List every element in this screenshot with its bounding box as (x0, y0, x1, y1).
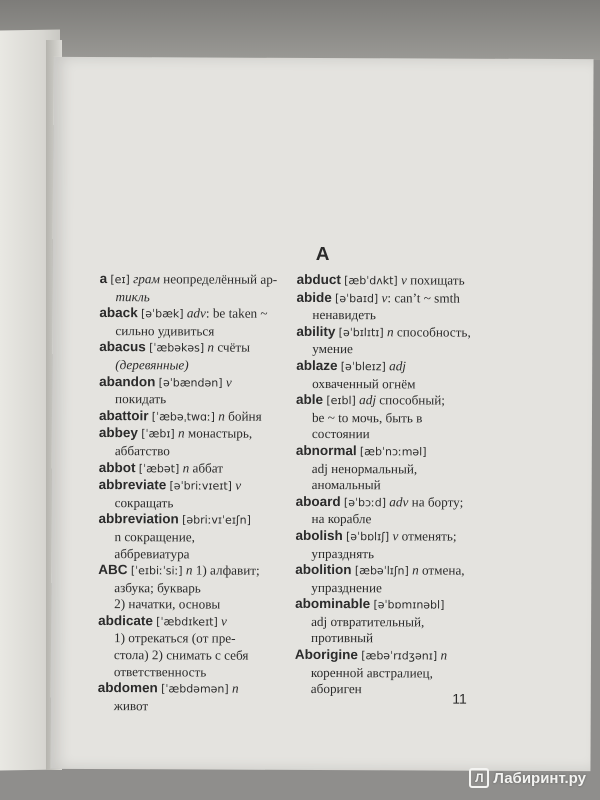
dictionary-entry (296, 443, 532, 495)
headword: abbey (98, 425, 138, 441)
part-of-speech: n (231, 680, 239, 696)
transcription: [ˈæbəkəs] (149, 341, 205, 355)
page-number: 11 (452, 690, 467, 707)
definition: be ~ to мочь, быть в (311, 409, 423, 426)
transcription: [əˈbriːvɪeɪt] (169, 479, 232, 493)
definition: сокращать (114, 494, 174, 511)
entry-line (99, 495, 321, 513)
right-column (295, 272, 533, 699)
entry-line (295, 630, 531, 648)
entry-line (98, 511, 320, 530)
entry-line (99, 289, 321, 307)
entry-line (98, 613, 320, 632)
definition: способный; (375, 392, 445, 408)
part-of-speech: adj (359, 392, 377, 408)
dictionary-entry (297, 272, 533, 291)
dictionary-entry (99, 373, 324, 409)
entry-line (295, 545, 531, 563)
headword: abnormal (295, 442, 357, 459)
entry-line (296, 341, 532, 359)
headword: ability (296, 323, 336, 339)
dictionary-entry (296, 494, 532, 529)
entry-line (296, 494, 532, 513)
entry-line (98, 630, 320, 648)
entry-line (99, 339, 321, 358)
transcription: [əbriːvɪˈeɪʃn] (182, 513, 251, 528)
headword: abide (296, 289, 332, 305)
dictionary-entry (295, 596, 531, 648)
part-of-speech: v (392, 528, 399, 544)
entry-line (296, 410, 532, 428)
entry-line (296, 392, 532, 411)
entry-line (98, 647, 320, 665)
headword: abdicate (98, 612, 153, 629)
definition: n сокращение, (114, 529, 195, 545)
definition: : can’t ~ smth (387, 289, 460, 306)
transcription: [əˈbɒlɪʃ] (345, 530, 390, 544)
entry-line (99, 305, 321, 324)
watermark-text: Лабиринт.ру (493, 769, 586, 787)
transcription: [əˈbɒmɪnəbl] (373, 598, 445, 612)
definition: : be taken ~ (205, 305, 268, 321)
entry-line (296, 375, 532, 393)
entry-line (98, 698, 320, 716)
headword: ablaze (296, 357, 338, 374)
entry-line (99, 460, 321, 479)
part-of-speech: adv (186, 305, 206, 321)
definition: упразднение (311, 579, 382, 595)
definition: неопределённый ар- (159, 271, 278, 287)
definition: отмена, (418, 562, 465, 578)
definition: бойня (224, 408, 262, 424)
entry-line (295, 647, 531, 666)
entry-line (296, 289, 532, 308)
entry-line (99, 323, 321, 341)
definition: похищать (406, 272, 465, 288)
watermark (469, 768, 586, 788)
headword: able (296, 392, 324, 408)
backdrop (0, 0, 600, 60)
definition: азбука; букварь (114, 579, 201, 596)
headword: abandon (99, 373, 156, 389)
definition: умение (312, 341, 353, 357)
definition: аномальный (311, 477, 381, 493)
entry-line (98, 596, 320, 614)
transcription: [ˈæbdəmən] (161, 682, 229, 696)
definition: коренной австралиец, (310, 664, 433, 681)
dictionary-entry (99, 408, 321, 427)
definition: абориген (310, 681, 362, 697)
definition: 1) алфавит; (192, 562, 260, 578)
definition: adj ненормальный, (311, 460, 418, 476)
headword: Aborigine (294, 646, 358, 663)
transcription: [əˈbaɪd] (335, 291, 379, 305)
entry-line (296, 324, 532, 343)
left-column (98, 271, 322, 715)
definition: отменять; (398, 528, 457, 544)
transcription: [eɪ] (110, 273, 130, 287)
entry-line (99, 408, 321, 427)
headword: abbot (98, 459, 136, 475)
transcription: [ˈæbdɪkeɪt] (156, 615, 218, 629)
dictionary-entry (98, 511, 320, 563)
definition: охваченный огнём (312, 375, 416, 391)
headword: abominable (295, 596, 371, 612)
entry-line (296, 426, 532, 444)
entry-line (98, 562, 320, 581)
entry-line (295, 681, 531, 699)
definition: ответственность (113, 663, 207, 680)
part-of-speech: n (218, 408, 225, 424)
transcription: [əˈbændən] (158, 375, 223, 390)
entry-line (98, 680, 320, 699)
part-of-speech: v (400, 272, 407, 288)
part-of-speech: n (440, 647, 448, 663)
headword: aback (99, 305, 138, 321)
definition: стола) 2) снимать с себя (113, 647, 249, 663)
entry-line (100, 271, 322, 290)
dictionary-entry (296, 358, 532, 393)
entry-line (99, 443, 321, 461)
headword: abolish (295, 527, 343, 543)
entry-line (99, 477, 321, 496)
entry-line (296, 358, 532, 377)
entry-line (295, 528, 531, 547)
dictionary-entry (295, 647, 531, 699)
transcription: [ˈæbəˌtwɑː] (151, 410, 216, 424)
section-letter: A (315, 243, 330, 266)
transcription: [əˈbleɪz] (340, 360, 386, 374)
entry-line (99, 357, 321, 375)
definition: монастырь, (184, 425, 253, 442)
part-of-speech: v (221, 613, 227, 629)
transcription: [eɪbl] (326, 394, 356, 408)
dictionary-entry (99, 425, 321, 460)
part-of-speech: v (381, 289, 388, 305)
definition: 1) отрекаться (от пре- (113, 630, 236, 647)
entry-line (295, 562, 531, 581)
definition: противный (310, 630, 374, 646)
dictionary-entry (296, 392, 532, 444)
transcription: [əˈbæk] (140, 307, 184, 321)
transcription: [æbˈdʌkt] (344, 274, 398, 288)
headword: abdomen (97, 680, 158, 696)
dictionary-entry (296, 324, 532, 359)
headword: abduct (296, 271, 341, 288)
headword: aboard (295, 493, 341, 509)
headword: a (99, 271, 108, 287)
headword: abacus (99, 339, 146, 355)
dictionary-entry (296, 289, 532, 324)
definition: счёты (214, 339, 251, 356)
part-of-speech: n (177, 425, 185, 441)
definition: adj отвратительный, (311, 613, 425, 630)
definition: упразднять (311, 545, 375, 561)
dictionary-entry (99, 477, 321, 512)
definition: ненавидеть (312, 307, 376, 323)
part-of-speech: v (225, 374, 232, 390)
headword: abolition (295, 561, 352, 578)
entry-line (295, 665, 531, 683)
definition: на корабле (311, 511, 372, 527)
transcription: [əˈbɔːd] (343, 495, 387, 509)
part-of-speech: adv (389, 494, 409, 510)
definition: (деревянные) (115, 357, 189, 373)
transcription: [ˈæbɪ] (141, 427, 175, 441)
headword: abattoir (98, 407, 149, 423)
entry-line (98, 546, 320, 564)
dictionary-entry (99, 305, 321, 340)
transcription: [ˈæbət] (138, 461, 180, 475)
entry-line (295, 614, 531, 632)
dictionary-entry (98, 562, 320, 614)
definition: сильно удивиться (115, 322, 215, 339)
part-of-speech: n (185, 562, 193, 578)
part-of-speech: грам (133, 271, 160, 287)
entry-line (296, 307, 532, 325)
entry-line (99, 374, 321, 393)
definition: живот (113, 697, 149, 714)
part-of-speech: n (412, 562, 419, 578)
part-of-speech: adj (389, 358, 407, 374)
entry-line (296, 511, 532, 529)
dictionary-entry (99, 271, 321, 306)
transcription: [æbəˈlɪʃn] (354, 564, 409, 578)
entry-line (296, 443, 532, 462)
entry-line (296, 477, 532, 495)
entry-line (295, 596, 531, 615)
definition: аббат (189, 459, 224, 476)
part-of-speech: n (207, 339, 215, 355)
transcription: [əˈbɪlɪtɪ] (338, 325, 384, 340)
transcription: [æbəˈrɪdʒənɪ] (361, 649, 438, 663)
definition: тикль (115, 288, 150, 304)
dictionary-entry (99, 460, 321, 479)
entry-line (295, 580, 531, 598)
entry-line (297, 272, 533, 291)
definition: аббревиатура (114, 545, 190, 561)
dictionary-entry (98, 613, 320, 681)
part-of-speech: v (235, 477, 242, 493)
definition: на борту; (408, 494, 464, 510)
transcription: [æbˈnɔːməl] (359, 445, 427, 459)
entry-line (296, 460, 532, 478)
entry-line (98, 580, 320, 598)
dictionary-entry (99, 339, 321, 374)
definition: 2) начатки, основы (114, 596, 221, 612)
entry-line (99, 391, 324, 409)
dictionary-entry (295, 562, 531, 597)
dictionary-page (50, 57, 593, 771)
definition: состоянии (311, 426, 370, 442)
headword: ABC (98, 562, 128, 578)
entry-line (99, 425, 321, 444)
entry-line (98, 529, 320, 547)
headword: abbreviate (98, 477, 167, 493)
dictionary-entry (295, 528, 531, 563)
transcription: [ˈeɪbiːˈsiː] (130, 564, 183, 578)
definition: способность, (393, 324, 471, 340)
part-of-speech: n (386, 324, 394, 340)
watermark-logo-icon: Л (469, 768, 489, 788)
definition: аббатство (114, 443, 170, 459)
headword: abbreviation (98, 511, 179, 527)
part-of-speech: n (182, 459, 190, 475)
dictionary-entry (98, 680, 320, 715)
definition: покидать (115, 391, 167, 407)
entry-line (98, 664, 320, 682)
